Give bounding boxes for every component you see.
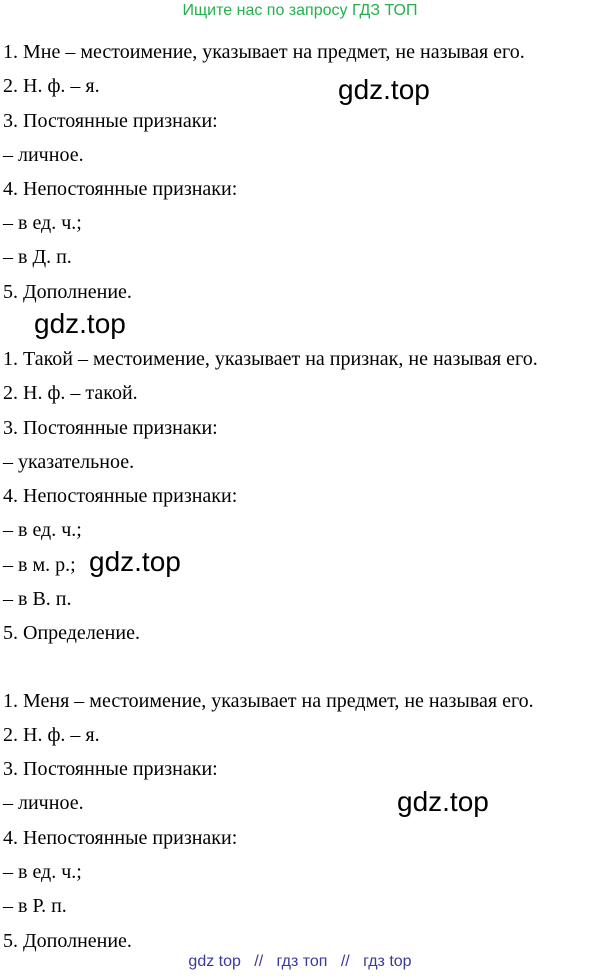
watermark-text: gdz.top [338, 74, 430, 105]
block1-line3: 3. Постоянные признаки: [3, 110, 218, 132]
block2-line8: – в В. п. [3, 588, 72, 610]
block2-line3: 3. Постоянные признаки: [3, 417, 218, 439]
block1-line2: 2. Н. ф. – я. [3, 75, 100, 97]
block1-line8: 5. Дополнение. [3, 281, 132, 303]
block1-line4: – личное. [3, 144, 84, 166]
block3-line6: – в ед. ч.; [3, 861, 82, 883]
block3-line7: – в Р. п. [3, 895, 67, 917]
footer-link-gdz-top-mixed[interactable]: гдз top [363, 953, 412, 970]
block3-line5: 4. Непостоянные признаки: [3, 827, 238, 849]
footer-link-gdz-top-ru[interactable]: гдз топ [276, 953, 328, 970]
footer-separator: // [340, 953, 350, 970]
block2-line5: 4. Непостоянные признаки: [3, 485, 238, 507]
block2-line2: 2. Н. ф. – такой. [3, 382, 138, 404]
block3-line3: 3. Постоянные признаки: [3, 758, 218, 780]
footer-separator: // [254, 953, 264, 970]
watermark-text: gdz.top [397, 786, 489, 817]
block3-line4: – личное. [3, 792, 84, 814]
search-hint-link[interactable]: Ищите нас по запросу ГДЗ ТОП [182, 2, 418, 19]
block2-line1: 1. Такой – местоимение, указывает на признак, не называя его. [3, 348, 538, 370]
watermark-text: gdz.top [34, 308, 126, 339]
footer-links [0, 953, 600, 971]
block3-line1: 1. Меня – местоимение, указывает на предмет, не называя его. [3, 690, 534, 712]
block3-line2: 2. Н. ф. – я. [3, 724, 100, 746]
block2-line6: – в ед. ч.; [3, 519, 82, 541]
watermark-text: gdz.top [89, 546, 181, 577]
footer-link-gdz-top[interactable]: gdz top [188, 953, 241, 970]
block1-line1: 1. Мне – местоимение, указывает на предмет, не называя его. [3, 41, 525, 63]
block2-line9: 5. Определение. [3, 622, 140, 644]
block1-line6: – в ед. ч.; [3, 212, 82, 234]
block1-line5: 4. Непостоянные признаки: [3, 178, 238, 200]
block2-line4: – указательное. [3, 451, 135, 473]
block1-line7: – в Д. п. [3, 246, 72, 268]
block2-line7: – в м. р.; [3, 554, 76, 576]
block3-line8: 5. Дополнение. [3, 930, 132, 952]
